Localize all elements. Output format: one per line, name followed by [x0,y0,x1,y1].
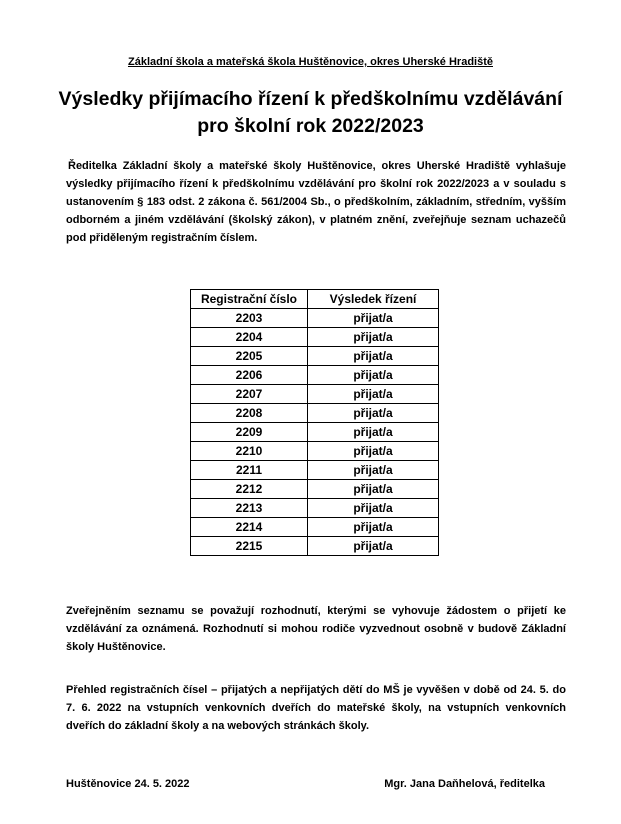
intro-paragraph: Ředitelka Základní školy a mateřské školy Huštěnovice, okres Uherské Hradiště vyhlašuje výsledky přijímacího řízení k předškolnímu vzdělávání pro školní rok 2022/2023 a v souladu s ustanovením § 183 odst. 2 zákona č. 561/2004 Sb., o předškolním, základním, středním, vyšším odborném a jiném vzdělávání (školský zákon), v platném znění, zveřejňuje seznam uchazečů pod přiděleným registračním číslem. [66,160,566,244]
school-header: Základní škola a mateřská škola Huštěnovice, okres Uherské Hradiště [127,56,493,68]
registration-number: 2208 [191,404,308,423]
table-row [191,423,439,442]
table-row [191,461,439,480]
result-value: přijat/a [308,518,439,537]
registration-number: 2214 [191,518,308,537]
table-row [191,442,439,461]
table-row [191,499,439,518]
registration-number: 2203 [191,309,308,328]
registration-number: 2205 [191,347,308,366]
result-value: přijat/a [308,404,439,423]
registration-number: 2211 [191,461,308,480]
result-value: přijat/a [308,461,439,480]
table-header-row [191,290,439,309]
result-value: přijat/a [308,423,439,442]
table-row [191,404,439,423]
result-value: přijat/a [308,309,439,328]
result-value: přijat/a [308,328,439,347]
result-value: přijat/a [308,537,439,556]
overview-paragraph: Přehled registračních čísel – přijatých a nepřijatých dětí do MŠ je vyvěšen v době od 24. 5. do 7. 6. 2022 na vstupních venkovních dveřích do mateřské školy, na vstupních venkovních dveřích do základní školy a na webových stránkách školy. [66,684,566,732]
result-value: přijat/a [308,480,439,499]
table-row [191,328,439,347]
notice-paragraph: Zveřejněním seznamu se považují rozhodnutí, kterými se vyhovuje žádostem o přijetí ke vzdělávání za oznámená. Rozhodnutí si mohou rodiče vyzvednout osobně v budově Základní školy Huštěnovice. [66,605,566,653]
document-title [40,86,581,140]
registration-number: 2207 [191,385,308,404]
signature: Mgr. Jana Daňhelová, ředitelka [384,778,545,790]
column-header-result: Výsledek řízení [308,290,439,309]
column-header-registration: Registrační číslo [191,290,308,309]
result-value: přijat/a [308,385,439,404]
result-value: přijat/a [308,347,439,366]
table-row [191,309,439,328]
table-row [191,537,439,556]
registration-number: 2213 [191,499,308,518]
results-table [190,289,439,556]
result-value: přijat/a [308,366,439,385]
table-row [191,480,439,499]
registration-number: 2212 [191,480,308,499]
table-row [191,366,439,385]
registration-number: 2209 [191,423,308,442]
results-table-body [191,309,439,556]
registration-number: 2204 [191,328,308,347]
result-value: přijat/a [308,499,439,518]
title-line-2: pro školní rok 2022/2023 [197,115,424,137]
registration-number: 2215 [191,537,308,556]
table-row [191,385,439,404]
result-value: přijat/a [308,442,439,461]
table-row [191,347,439,366]
table-row [191,518,439,537]
registration-number: 2206 [191,366,308,385]
title-line-1: Výsledky přijímacího řízení k předškolnímu vzdělávání [58,88,563,110]
place-and-date: Huštěnovice 24. 5. 2022 [66,778,190,790]
registration-number: 2210 [191,442,308,461]
